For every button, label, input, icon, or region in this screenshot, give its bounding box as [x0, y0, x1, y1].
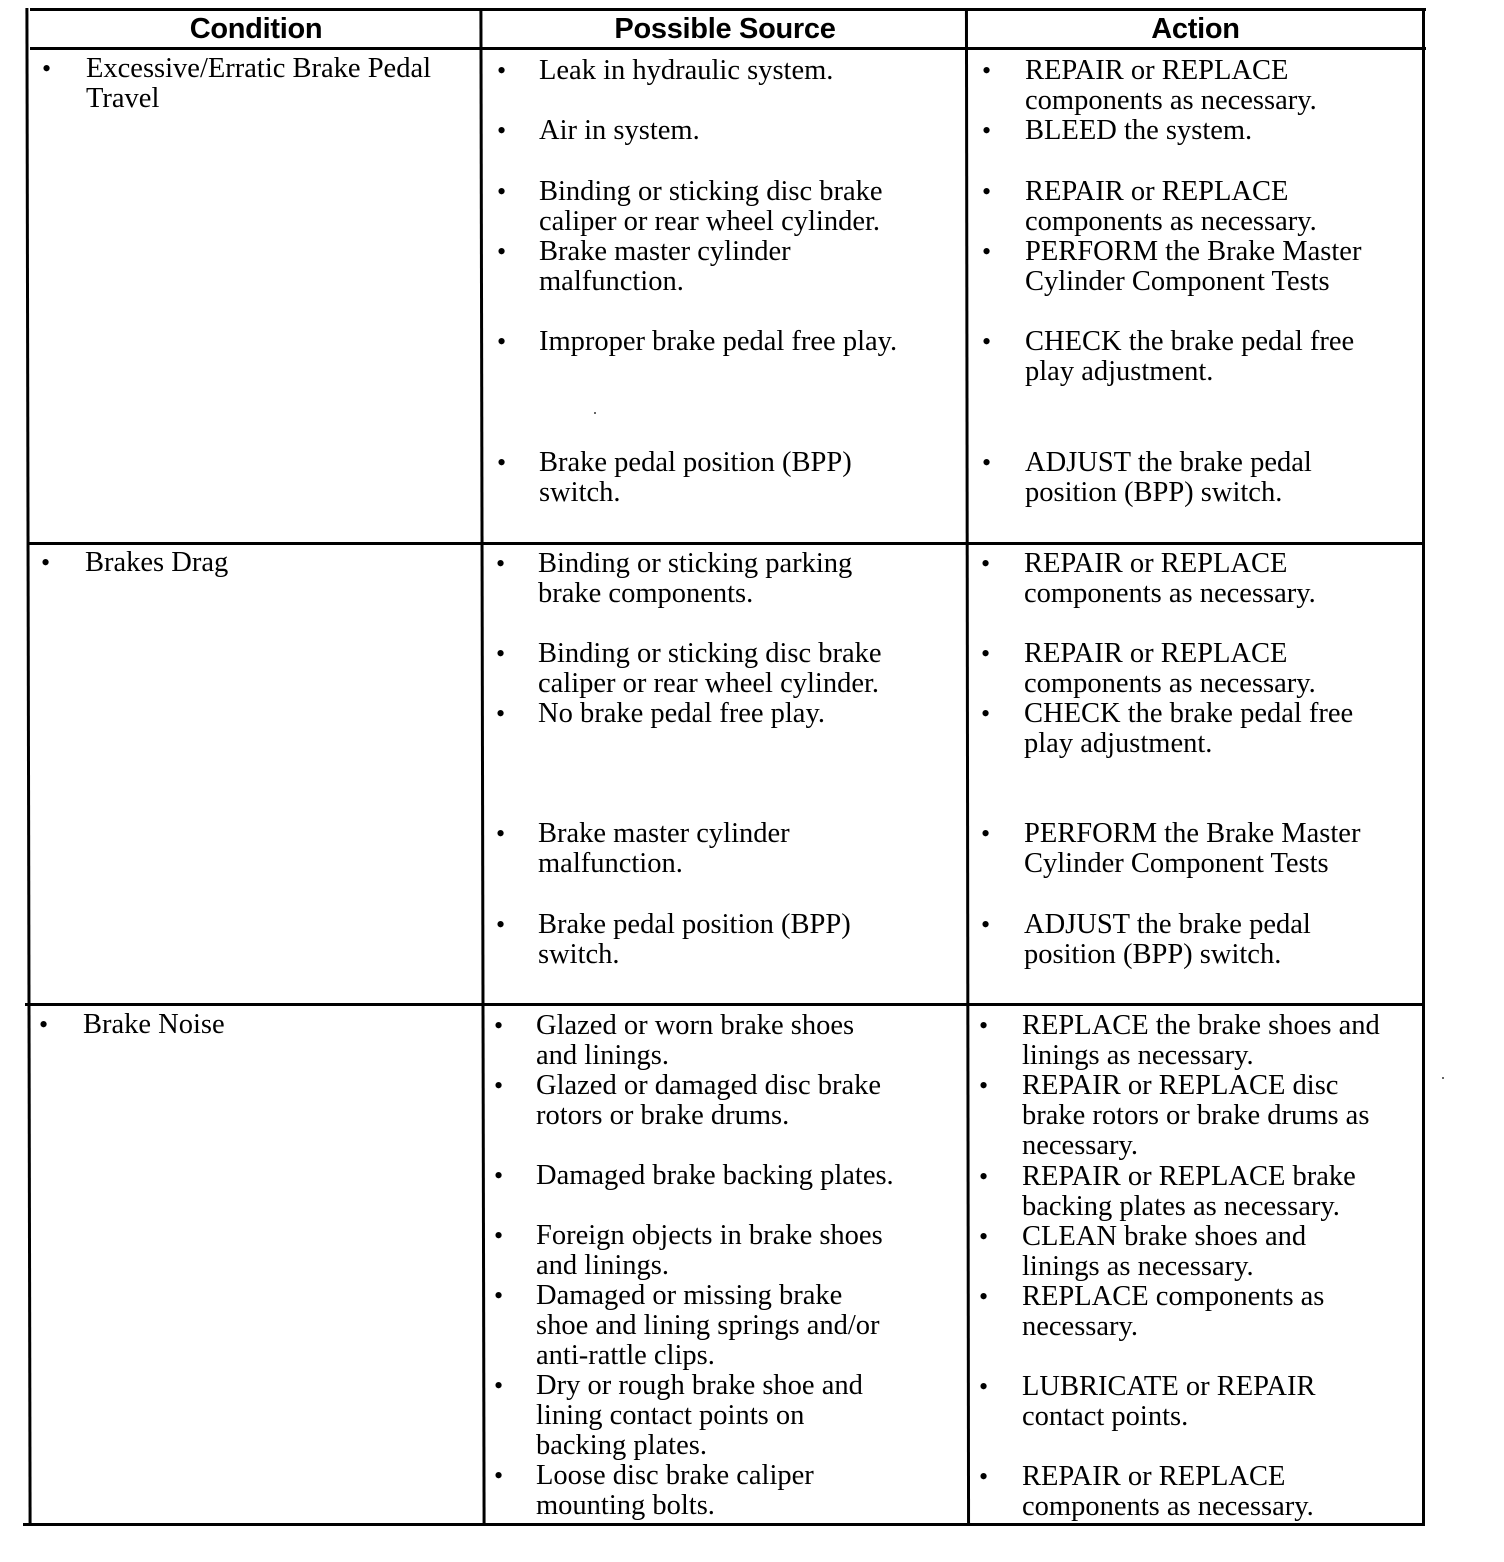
source-text: Air in system. [539, 115, 700, 146]
source-text: shoe and lining springs and/or [536, 1310, 880, 1341]
row-divider-1 [27, 542, 1425, 545]
table-border-bottom [23, 1523, 1424, 1526]
source-bullet: • [494, 1161, 504, 1190]
source-bullet: • [494, 1011, 504, 1040]
source-text: Damaged or missing brake [536, 1280, 843, 1311]
action-text: REPAIR or REPLACE [1025, 176, 1289, 207]
source-text: Binding or sticking disc brake [538, 638, 882, 669]
source-bullet: • [497, 177, 507, 206]
action-bullet: • [982, 177, 992, 206]
action-text: ADJUST the brake pedal [1024, 909, 1311, 940]
source-text: Glazed or damaged disc brake [536, 1070, 882, 1101]
source-text: Improper brake pedal free play. [539, 326, 898, 357]
source-bullet: • [496, 549, 506, 578]
action-text: CHECK the brake pedal free [1025, 326, 1355, 357]
action-text: REPAIR or REPLACE [1022, 1461, 1286, 1492]
action-bullet: • [981, 699, 991, 728]
source-bullet: • [496, 910, 506, 939]
action-text: components as necessary. [1025, 85, 1317, 116]
action-bullet: • [979, 1071, 989, 1100]
source-text: Foreign objects in brake shoes [536, 1220, 883, 1251]
source-text: switch. [538, 939, 620, 970]
action-text: play adjustment. [1025, 356, 1214, 387]
action-text: REPAIR or REPLACE [1024, 638, 1288, 669]
action-text: REPAIR or REPLACE [1024, 548, 1288, 579]
source-bullet: • [496, 819, 506, 848]
source-bullet: • [494, 1281, 504, 1310]
action-text: LUBRICATE or REPAIR [1022, 1371, 1316, 1402]
source-text: Glazed or worn brake shoes [536, 1010, 855, 1041]
source-bullet: • [497, 448, 507, 477]
source-bullet: • [497, 237, 507, 266]
source-text: Binding or sticking parking [538, 548, 853, 579]
action-bullet: • [981, 819, 991, 848]
condition-bullet: • [39, 1010, 49, 1039]
source-bullet: • [496, 639, 506, 668]
source-text: lining contact points on [536, 1400, 805, 1431]
source-bullet: • [494, 1371, 504, 1400]
action-text: play adjustment. [1024, 728, 1213, 759]
source-bullet: • [494, 1221, 504, 1250]
action-text: brake rotors or brake drums as [1022, 1100, 1370, 1131]
source-text: rotors or brake drums. [536, 1100, 790, 1131]
source-text: and linings. [536, 1040, 669, 1071]
scan-speck [594, 412, 596, 414]
source-text: Damaged brake backing plates. [536, 1160, 894, 1191]
action-text: components as necessary. [1022, 1491, 1314, 1522]
source-bullet: • [497, 327, 507, 356]
action-text: linings as necessary. [1022, 1040, 1254, 1071]
source-text: Brake master cylinder [538, 818, 790, 849]
source-text: Leak in hydraulic system. [539, 55, 834, 86]
action-bullet: • [982, 237, 992, 266]
action-text: backing plates as necessary. [1022, 1191, 1340, 1222]
action-text: Cylinder Component Tests [1025, 266, 1330, 297]
action-bullet: • [982, 56, 992, 85]
source-text: Dry or rough brake shoe and [536, 1370, 863, 1401]
action-bullet: • [979, 1462, 989, 1491]
action-text: contact points. [1022, 1401, 1189, 1432]
action-text: REPAIR or REPLACE disc [1022, 1070, 1339, 1101]
condition-text: Brake Noise [83, 1009, 225, 1040]
source-bullet: • [494, 1071, 504, 1100]
action-text: PERFORM the Brake Master [1025, 236, 1362, 267]
action-text: CLEAN brake shoes and [1022, 1221, 1307, 1252]
action-text: ADJUST the brake pedal [1025, 447, 1312, 478]
source-text: Binding or sticking disc brake [539, 176, 883, 207]
action-text: components as necessary. [1024, 668, 1316, 699]
column-divider-1 [479, 8, 485, 1526]
action-text: components as necessary. [1024, 578, 1316, 609]
action-bullet: • [981, 549, 991, 578]
action-text: necessary. [1022, 1311, 1139, 1342]
source-text: caliper or rear wheel cylinder. [538, 668, 880, 699]
source-text: and linings. [536, 1250, 669, 1281]
source-text: No brake pedal free play. [538, 698, 825, 729]
source-text: brake components. [538, 578, 754, 609]
source-text: Brake pedal position (BPP) [538, 909, 851, 940]
condition-bullet: • [41, 548, 51, 577]
table-border-left [25, 8, 31, 1526]
action-text: position (BPP) switch. [1024, 939, 1282, 970]
column-divider-2 [965, 8, 970, 1526]
action-text: Cylinder Component Tests [1024, 848, 1329, 879]
source-text: mounting bolts. [536, 1490, 715, 1521]
source-text: anti-rattle clips. [536, 1340, 715, 1371]
source-bullet: • [497, 56, 507, 85]
condition-text: Brakes Drag [85, 547, 229, 578]
source-text: caliper or rear wheel cylinder. [539, 206, 881, 237]
source-bullet: • [494, 1461, 504, 1490]
action-text: REPAIR or REPLACE [1025, 55, 1289, 86]
header-possible-source: Possible Source [614, 12, 836, 45]
action-bullet: • [981, 910, 991, 939]
source-bullet: • [497, 116, 507, 145]
action-bullet: • [982, 448, 992, 477]
action-text: REPLACE the brake shoes and [1022, 1010, 1380, 1041]
condition-text: Travel [86, 83, 160, 114]
action-text: PERFORM the Brake Master [1024, 818, 1361, 849]
source-text: Brake pedal position (BPP) [539, 447, 852, 478]
action-bullet: • [979, 1282, 989, 1311]
action-bullet: • [982, 116, 992, 145]
source-bullet: • [496, 699, 506, 728]
action-bullet: • [979, 1162, 989, 1191]
scan-speck [1442, 1077, 1444, 1079]
action-bullet: • [982, 327, 992, 356]
header-condition: Condition [189, 12, 323, 45]
action-text: BLEED the system. [1025, 115, 1253, 146]
row-divider-2 [25, 1003, 1424, 1006]
action-bullet: • [979, 1372, 989, 1401]
source-text: malfunction. [539, 266, 684, 297]
action-text: necessary. [1022, 1130, 1139, 1161]
condition-bullet: • [42, 54, 52, 83]
action-text: REPAIR or REPLACE brake [1022, 1161, 1356, 1192]
condition-text: Excessive/Erratic Brake Pedal [86, 53, 432, 84]
action-text: position (BPP) switch. [1025, 477, 1283, 508]
source-text: switch. [539, 477, 621, 508]
action-text: REPLACE components as [1022, 1281, 1325, 1312]
action-text: CHECK the brake pedal free [1024, 698, 1354, 729]
action-bullet: • [981, 639, 991, 668]
source-text: Loose disc brake caliper [536, 1460, 814, 1491]
source-text: backing plates. [536, 1430, 707, 1461]
source-text: Brake master cylinder [539, 236, 791, 267]
action-text: linings as necessary. [1022, 1251, 1254, 1282]
action-bullet: • [979, 1222, 989, 1251]
action-text: components as necessary. [1025, 206, 1317, 237]
action-bullet: • [979, 1011, 989, 1040]
header-action: Action [1151, 12, 1240, 45]
source-text: malfunction. [538, 848, 683, 879]
table-border-right [1422, 8, 1425, 1526]
